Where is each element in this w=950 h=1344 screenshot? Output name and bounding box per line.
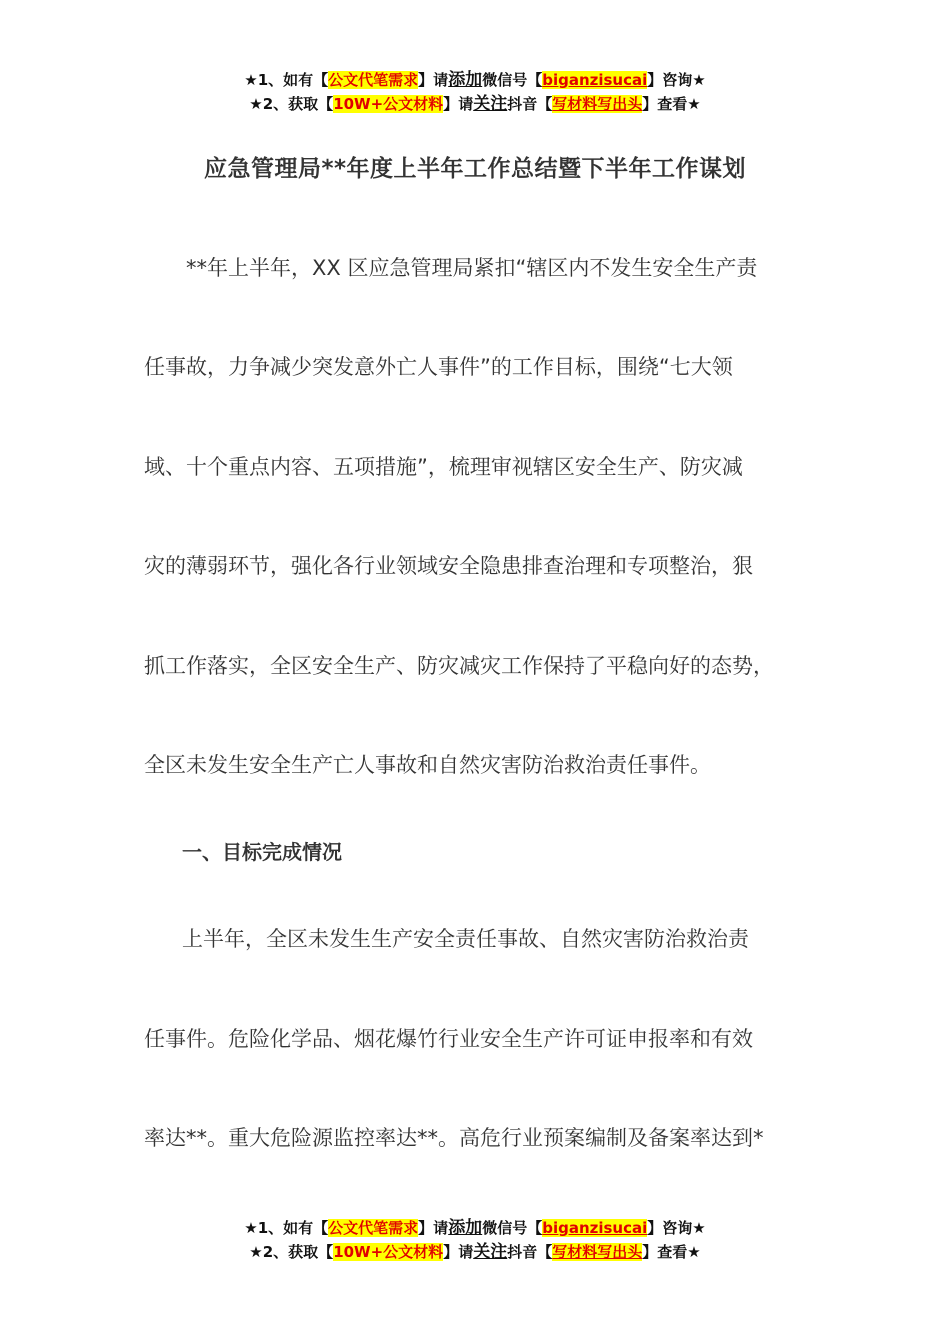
top-banner xyxy=(0,68,950,116)
paragraph-2-line-1: 上半年，全区未发生生产安全责任事故、自然灾害防治救治责 xyxy=(182,927,749,951)
paragraph-1-line-2: 任事故，力争减少突发意外亡人事件”的工作目标，围绕“七大领 xyxy=(144,355,733,379)
highlight-materials: 10W+公文材料 xyxy=(333,95,444,113)
section-heading-1: 一、目标完成情况 xyxy=(182,840,342,864)
highlight-materials: 10W+公文材料 xyxy=(333,1243,444,1261)
emphasis-add: 添加 xyxy=(448,1218,483,1238)
star-icon: ★ xyxy=(244,1219,258,1237)
paragraph-1-line-5: 抓工作落实，全区安全生产、防灾减灾工作保持了平稳向好的态势， xyxy=(144,654,774,678)
star-icon: ★ xyxy=(692,71,706,89)
emphasis-follow: 关注 xyxy=(473,1242,508,1262)
paragraph-2-line-2: 任事件。危险化学品、烟花爆竹行业安全生产许可证申报率和有效 xyxy=(144,1027,753,1051)
document-title: 应急管理局**年度上半年工作总结暨下半年工作谋划 xyxy=(203,156,747,182)
star-icon: ★ xyxy=(244,71,258,89)
paragraph-1-line-1: **年上半年，XX 区应急管理局紧扣“辖区内不发生安全生产责 xyxy=(186,256,758,280)
highlight-service: 公文代笔需求 xyxy=(328,71,419,89)
banner-line-1: ★1、如有【公文代笔需求】请添加微信号【biganzisucai】咨询★ xyxy=(244,1218,706,1238)
paragraph-1-line-4: 灾的薄弱环节，强化各行业领域安全隐患排查治理和专项整治，狠 xyxy=(144,554,753,578)
banner-line-1: ★1、如有【公文代笔需求】请添加微信号【biganzisucai】咨询★ xyxy=(244,70,706,90)
douyin-account-link[interactable]: 写材料写出头 xyxy=(552,1243,643,1261)
paragraph-1-line-3: 域、十个重点内容、五项措施”，梳理审视辖区安全生产、防灾减 xyxy=(144,455,743,479)
banner-line-2: ★2、获取【10W+公文材料】请关注抖音【写材料写出头】查看★ xyxy=(249,1242,701,1262)
emphasis-add: 添加 xyxy=(448,70,483,90)
paragraph-1-line-6: 全区未发生安全生产亡人事故和自然灾害防治救治责任事件。 xyxy=(144,753,711,777)
douyin-account-link[interactable]: 写材料写出头 xyxy=(552,95,643,113)
star-icon: ★ xyxy=(687,95,701,113)
emphasis-follow: 关注 xyxy=(473,94,508,114)
star-icon: ★ xyxy=(692,1219,706,1237)
star-icon: ★ xyxy=(249,1243,263,1261)
star-icon: ★ xyxy=(687,1243,701,1261)
banner-line-2: ★2、获取【10W+公文材料】请关注抖音【写材料写出头】查看★ xyxy=(249,94,701,114)
wechat-id-link[interactable]: biganzisucai xyxy=(542,71,648,89)
star-icon: ★ xyxy=(249,95,263,113)
highlight-service: 公文代笔需求 xyxy=(328,1219,419,1237)
bottom-banner xyxy=(0,1216,950,1264)
wechat-id-link[interactable]: biganzisucai xyxy=(542,1219,648,1237)
paragraph-2-line-3: 率达**。重大危险源监控率达**。高危行业预案编制及备案率达到* xyxy=(144,1126,764,1150)
